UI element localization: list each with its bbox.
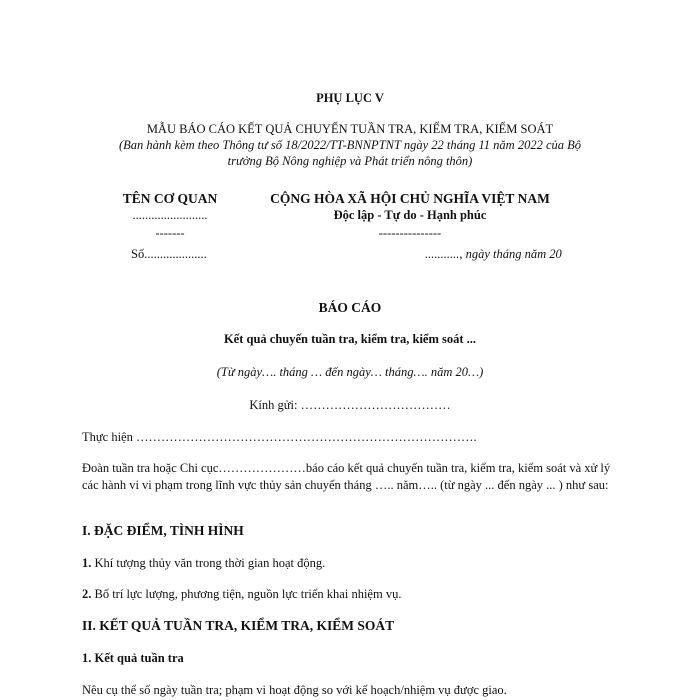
intro-paragraph: Đoàn tuần tra hoặc Chi cục…………………báo cáo kết quả chuyến tuần tra, kiểm tra, kiểm soát và xử lý các hành vi vi phạm trong lĩnh vực thủy sản chuyến tháng ….. năm….. (từ ngày ... đến ngày ... ) như sau: (82, 461, 611, 492)
agency-name: TÊN CƠ QUAN (122, 191, 218, 206)
appendix-title: PHỤ LỤC V (316, 91, 384, 105)
agency-dots: ........................ (132, 208, 208, 222)
form-title: MẪU BÁO CÁO KẾT QUẢ CHUYẾN TUẦN TRA, KIỂM TRA, KIỂM SOÁT (146, 122, 554, 136)
issued-note-line2: trưởng Bộ Nông nghiệp và Phát triển nông thôn) (227, 154, 473, 168)
issued-note-line1: (Ban hành kèm theo Thông tư số 18/2022/TT-BNNPTNT ngày 22 tháng 11 năm 2022 của Bộ (118, 138, 582, 152)
item-number: 2. (82, 587, 92, 601)
executor-line: Thực hiện ………………………………………………………………………. (82, 430, 477, 444)
motto-divider: --------------- (378, 226, 442, 240)
national-motto: Độc lập - Tự do - Hạnh phúc (333, 208, 487, 222)
report-title: BÁO CÁO (318, 300, 382, 315)
section-1-item-2 (82, 587, 401, 602)
section-1-heading: I. ĐẶC ĐIỂM, TÌNH HÌNH (82, 523, 244, 538)
agency-divider: ------- (155, 226, 185, 240)
item-text: Bố trí lực lượng, phương tiện, nguồn lực triển khai nhiệm vụ. (91, 587, 402, 601)
section-2-body: Nêu cụ thể số ngày tuần tra; phạm vi hoạt động so với kế hoạch/nhiệm vụ được giao. (82, 683, 507, 697)
item-number: 1. (82, 556, 92, 570)
report-recipient: Kính gửi: ……………………………… (249, 398, 451, 412)
section-2-subheading: 1. Kết quả tuần tra (82, 651, 184, 665)
document-date: ..........., ngày tháng năm 20 (425, 247, 562, 261)
report-subtitle: Kết quả chuyến tuần tra, kiểm tra, kiểm soát ... (223, 332, 477, 346)
section-2-heading: II. KẾT QUẢ TUẦN TRA, KIỂM TRA, KIỂM SOÁT (82, 618, 395, 633)
country-name: CỘNG HÒA XÃ HỘI CHỦ NGHĨA VIỆT NAM (270, 191, 550, 206)
item-text: Khí tượng thủy văn trong thời gian hoạt động. (91, 556, 326, 570)
report-period: (Từ ngày…. tháng … đến ngày… tháng…. năm 20…) (216, 365, 484, 379)
document-number: Số.................... (131, 247, 207, 261)
section-1-item-1 (82, 556, 325, 571)
